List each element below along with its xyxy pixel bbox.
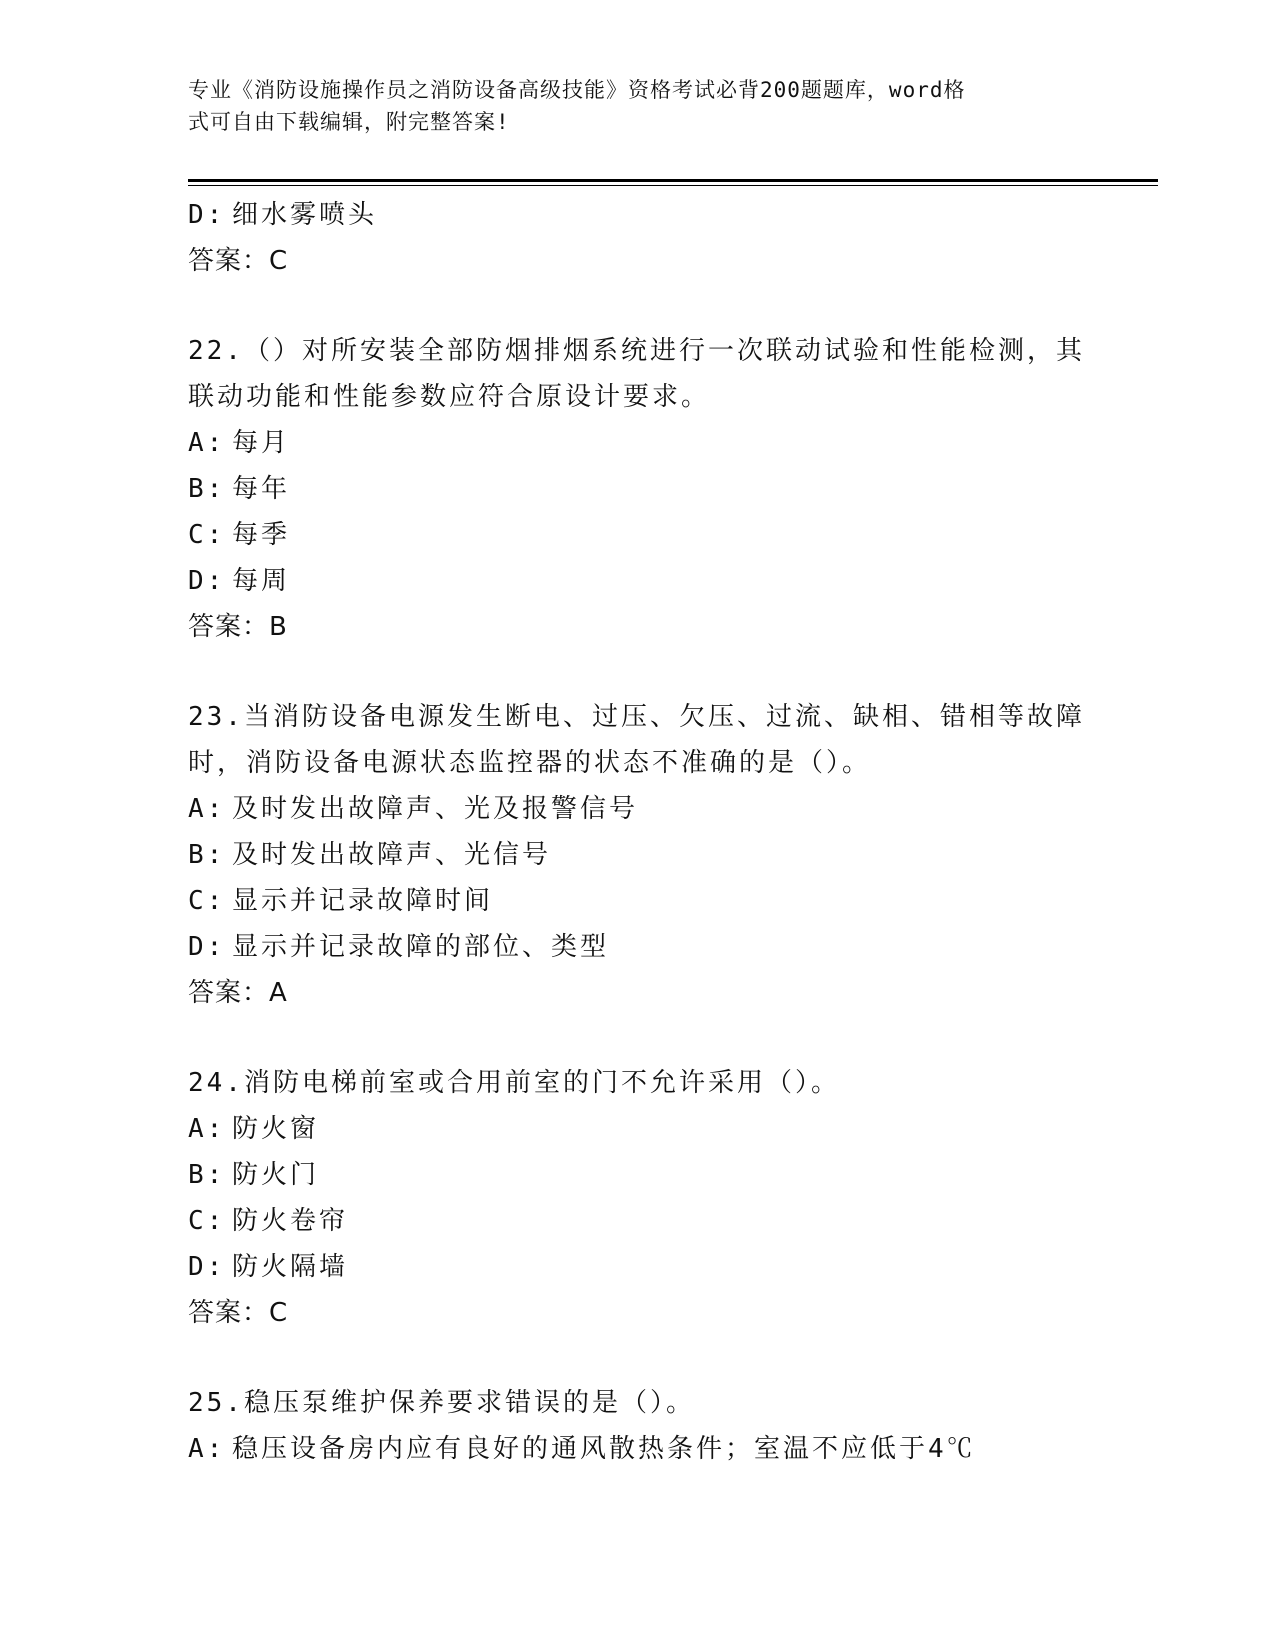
header-rule-thick xyxy=(188,179,1158,182)
option-d xyxy=(188,558,1088,604)
option-a xyxy=(188,1426,1088,1472)
option-text: 显示并记录故障的部位、类型 xyxy=(232,932,610,962)
option-d xyxy=(188,1244,1088,1290)
option-a xyxy=(188,786,1088,832)
question-gap xyxy=(188,1016,1088,1060)
option-text: 显示并记录故障时间 xyxy=(232,886,494,916)
option-label: B: xyxy=(188,474,226,504)
option-text: 防火隔墙 xyxy=(232,1252,349,1282)
question-24 xyxy=(188,1060,1088,1336)
header-line-1: 专业《消防设施操作员之消防设备高级技能》资格考试必背200题题库，word格 xyxy=(188,78,966,102)
question-22 xyxy=(188,328,1088,650)
option-text: 每年 xyxy=(232,474,291,504)
option-label: A: xyxy=(188,794,226,824)
question-stem-line-1: 25.稳压泵维护保养要求错误的是（）。 xyxy=(188,1388,695,1418)
question-content xyxy=(188,192,1088,1472)
option-b xyxy=(188,832,1088,878)
option-text: 防火窗 xyxy=(232,1114,320,1144)
question-23 xyxy=(188,694,1088,1016)
option-label: B: xyxy=(188,840,226,870)
header-rule-thin xyxy=(188,185,1158,186)
option-text: 稳压设备房内应有良好的通风散热条件；室温不应低于4℃ xyxy=(232,1434,976,1464)
answer-line: 答案：B xyxy=(188,612,288,642)
answer-line: 答案：C xyxy=(188,1298,289,1328)
question-stem-line-2: 联动功能和性能参数应符合原设计要求。 xyxy=(188,382,711,412)
option-c xyxy=(188,512,1088,558)
answer-line: 答案：C xyxy=(188,246,289,276)
option-c xyxy=(188,878,1088,924)
option-label: C: xyxy=(188,886,226,916)
option-text: 每周 xyxy=(232,566,291,596)
question-stem-line-1: 23.当消防设备电源发生断电、过压、欠压、过流、缺相、错相等故障 xyxy=(188,702,1085,732)
option-c xyxy=(188,1198,1088,1244)
answer-line: 答案：A xyxy=(188,978,288,1008)
option-text: 每季 xyxy=(232,520,291,550)
option-label: D: xyxy=(188,566,226,596)
option-a xyxy=(188,1106,1088,1152)
option-text: 防火卷帘 xyxy=(232,1206,349,1236)
header-line-2: 式可自由下载编辑，附完整答案! xyxy=(188,110,510,134)
option-label: C: xyxy=(188,520,226,550)
question-stem-line-1: 24.消防电梯前室或合用前室的门不允许采用（）。 xyxy=(188,1068,840,1098)
option-label: D: xyxy=(188,200,226,230)
option-d xyxy=(188,192,1088,238)
option-label: B: xyxy=(188,1160,226,1190)
option-label: A: xyxy=(188,1434,226,1464)
option-b xyxy=(188,466,1088,512)
option-text: 细水雾喷头 xyxy=(232,200,378,230)
option-label: A: xyxy=(188,428,226,458)
option-b xyxy=(188,1152,1088,1198)
question-stem-line-2: 时，消防设备电源状态监控器的状态不准确的是（）。 xyxy=(188,748,872,778)
question-gap xyxy=(188,284,1088,328)
option-text: 及时发出故障声、光及报警信号 xyxy=(232,794,639,824)
option-label: D: xyxy=(188,932,226,962)
option-text: 及时发出故障声、光信号 xyxy=(232,840,552,870)
option-label: A: xyxy=(188,1114,226,1144)
option-d xyxy=(188,924,1088,970)
option-text: 防火门 xyxy=(232,1160,320,1190)
option-label: D: xyxy=(188,1252,226,1282)
option-text: 每月 xyxy=(232,428,291,458)
question-gap xyxy=(188,650,1088,694)
document-header xyxy=(188,74,1068,138)
option-label: C: xyxy=(188,1206,226,1236)
option-a xyxy=(188,420,1088,466)
question-25 xyxy=(188,1380,1088,1472)
question-gap xyxy=(188,1336,1088,1380)
question-stem-line-1: 22.（）对所安装全部防烟排烟系统进行一次联动试验和性能检测，其 xyxy=(188,336,1085,366)
